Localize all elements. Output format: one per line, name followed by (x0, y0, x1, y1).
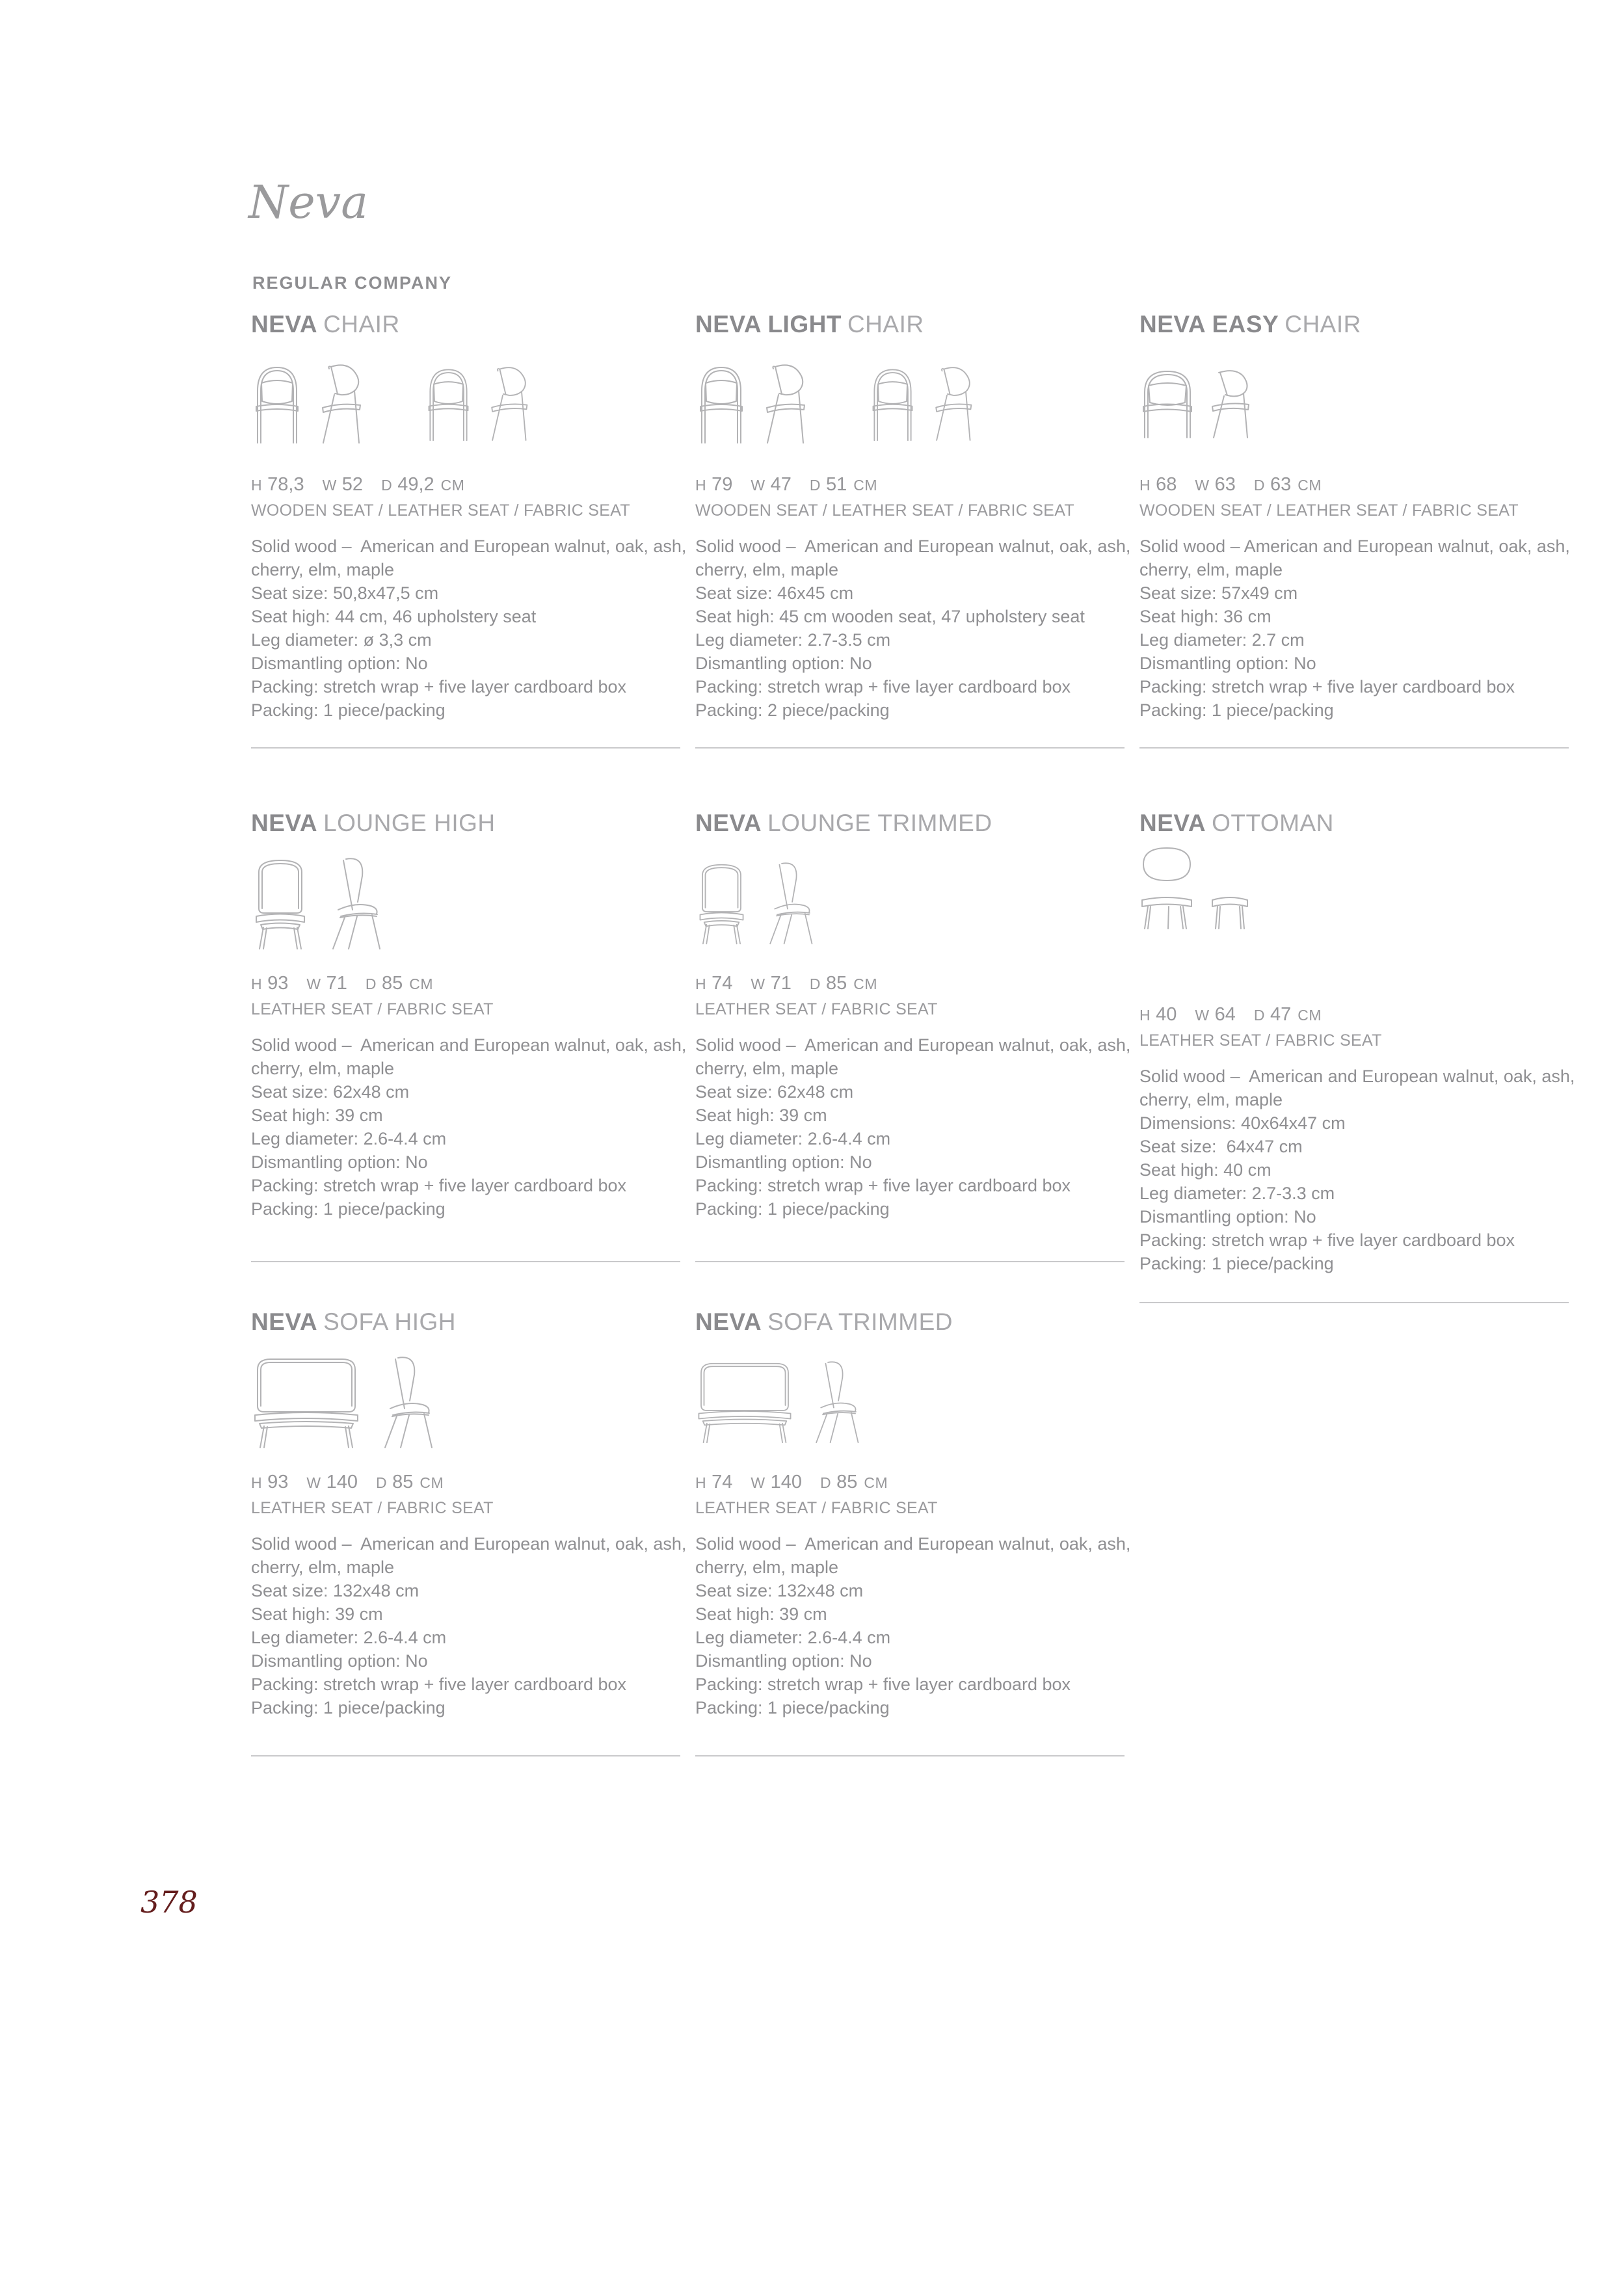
spec-line: Seat size: 64x47 cm (1139, 1137, 1303, 1156)
product-name-light: CHAIR (1285, 311, 1361, 338)
spec-line: Solid wood – American and European walnut, oak, ash, (251, 1534, 687, 1554)
product-name-light: SOFA TRIMMED (767, 1308, 953, 1335)
dim-value: 49,2 (397, 474, 434, 495)
spec-line: Seat size: 57x49 cm (1139, 583, 1298, 603)
product-drawings (251, 1335, 682, 1465)
divider (695, 1755, 1125, 1756)
spec-line: Packing: 1 piece/packing (251, 1698, 446, 1717)
spec-line: Seat size: 50,8x47,5 cm (251, 583, 439, 603)
dimensions-line (695, 474, 1126, 496)
dim-value: 85 (826, 973, 847, 994)
dimensions-line (251, 474, 682, 496)
dim-value: 74 (712, 1472, 733, 1492)
dim-value: 47 (1270, 1004, 1292, 1025)
dim-label: D (1253, 477, 1265, 494)
spec-line: Seat size: 62x48 cm (251, 1082, 410, 1102)
dim-unit: CM (409, 975, 434, 992)
dim-unit: CM (1298, 477, 1322, 494)
spec-line: Solid wood – American and European walnut, oak, ash, (251, 537, 687, 556)
spec-line: Leg diameter: 2.6-4.4 cm (251, 1129, 447, 1148)
dim-value: 68 (1156, 474, 1177, 495)
spec-line: Solid wood – American and European walnut, oak, ash, (1139, 1067, 1575, 1086)
dim-label: H (1139, 477, 1151, 494)
spec-line: Packing: 1 piece/packing (695, 1698, 890, 1717)
dim-label: H (1139, 1007, 1151, 1024)
dim-value: 71 (770, 973, 792, 994)
spec-line: Seat high: 39 cm (695, 1106, 827, 1125)
dim-value: 63 (1214, 474, 1236, 495)
product-name (251, 311, 682, 338)
spec-line: Seat high: 44 cm, 46 upholstery seat (251, 607, 537, 626)
dim-unit: CM (853, 477, 878, 494)
spec-line: Dismantling option: No (251, 654, 428, 673)
spec-line: Leg diameter: 2.7-3.5 cm (695, 630, 891, 650)
ottoman-side-view-drawing (1210, 894, 1250, 930)
dimensions-line (695, 973, 1126, 995)
divider (695, 747, 1125, 749)
product-name (1139, 810, 1570, 836)
ottoman-elevations (1139, 894, 1250, 930)
divider (251, 747, 680, 749)
dim-label: W (306, 975, 321, 992)
dim-label: W (751, 477, 765, 494)
dimensions-line (1139, 1004, 1570, 1026)
divider (251, 1261, 680, 1262)
dim-label: H (251, 1474, 263, 1491)
dim-label: W (322, 477, 337, 494)
dim-label: D (376, 1474, 388, 1491)
spec-line: cherry, elm, maple (1139, 560, 1283, 579)
spec-line: Leg diameter: 2.7-3.3 cm (1139, 1184, 1335, 1203)
product-name-bold: NEVA (251, 311, 318, 338)
chair-side-view-drawing (1207, 366, 1253, 439)
spec-line: Dismantling option: No (251, 1152, 428, 1172)
product-name-light: CHAIR (847, 311, 924, 338)
product-card-neva-light-chair (695, 311, 1131, 749)
ottoman-top-view-drawing (1139, 844, 1194, 884)
divider (695, 1261, 1125, 1262)
dimensions-line (251, 1472, 682, 1494)
dim-value: 85 (382, 973, 403, 994)
spec-line: Packing: 1 piece/packing (1139, 700, 1334, 720)
seat-types-line: WOODEN SEAT / LEATHER SEAT / FABRIC SEAT (695, 501, 1074, 520)
spec-line: Seat size: 132x48 cm (695, 1581, 864, 1600)
spec-line: cherry, elm, maple (251, 560, 395, 579)
product-card-neva-lounge-high (251, 810, 687, 1262)
spec-line: Leg diameter: ø 3,3 cm (251, 630, 432, 650)
dim-label: D (381, 477, 393, 494)
dim-value: 51 (826, 474, 847, 495)
spec-line: Solid wood – American and European walnut, oak, ash, (695, 537, 1131, 556)
dim-value: 74 (712, 973, 733, 994)
spec-line: Dismantling option: No (695, 654, 872, 673)
spec-list (251, 1033, 687, 1221)
product-drawings (1139, 338, 1570, 468)
product-card-neva-sofa-trimmed (695, 1308, 1131, 1756)
spec-line: cherry, elm, maple (251, 1059, 395, 1078)
seat-types-line: LEATHER SEAT / FABRIC SEAT (1139, 1031, 1382, 1050)
chair-front-view-drawing (868, 364, 917, 442)
brand-name: REGULAR COMPANY (252, 273, 453, 293)
product-name-bold: NEVA (251, 810, 318, 836)
dim-value: 140 (770, 1472, 802, 1492)
product-name (695, 810, 1126, 836)
sofa-front-view-drawing (251, 1351, 362, 1449)
spec-list (695, 535, 1131, 722)
spec-line: Solid wood – American and European walnut, oak, ash, (251, 1035, 687, 1055)
spec-line: cherry, elm, maple (695, 560, 839, 579)
seat-types-line: LEATHER SEAT / FABRIC SEAT (251, 1000, 494, 1018)
spec-line: Packing: 1 piece/packing (251, 700, 446, 720)
spec-line: Seat high: 39 cm (695, 1604, 827, 1624)
dim-label: D (365, 975, 377, 992)
spec-line: Packing: 2 piece/packing (695, 700, 890, 720)
dim-value: 93 (267, 973, 289, 994)
spec-line: Dismantling option: No (251, 1651, 428, 1671)
dim-value: 140 (326, 1472, 358, 1492)
lounge-front-view-drawing (695, 858, 748, 945)
spec-line: Packing: stretch wrap + five layer cardboard box (695, 1675, 1071, 1694)
lounge-side-view-drawing (321, 853, 383, 950)
product-card-neva-ottoman (1139, 810, 1575, 1303)
divider (1139, 1302, 1569, 1303)
product-name-bold: NEVA (695, 810, 762, 836)
product-name-light: LOUNGE HIGH (323, 810, 496, 836)
seat-types-line: LEATHER SEAT / FABRIC SEAT (695, 1499, 938, 1517)
dim-label: D (809, 477, 821, 494)
product-name (1139, 311, 1570, 338)
dim-label: H (695, 477, 707, 494)
chair-front-view-drawing (251, 361, 303, 444)
spec-line: Seat size: 62x48 cm (695, 1082, 854, 1102)
product-name-light: SOFA HIGH (323, 1308, 456, 1335)
divider (1139, 747, 1569, 749)
spec-line: cherry, elm, maple (1139, 1090, 1283, 1109)
spec-line: Packing: 1 piece/packing (695, 1199, 890, 1219)
product-drawings (695, 338, 1126, 468)
product-card-neva-lounge-trimmed (695, 810, 1131, 1262)
dim-label: W (306, 1474, 321, 1491)
spec-line: Solid wood – American and European walnut, oak, ash, (1139, 537, 1570, 556)
spec-line: Seat high: 39 cm (251, 1106, 383, 1125)
dimensions-line (1139, 474, 1570, 496)
spec-list (1139, 535, 1570, 722)
spec-line: Packing: stretch wrap + five layer cardboard box (251, 1176, 627, 1195)
dim-unit: CM (419, 1474, 444, 1491)
chair-front-view-drawing (1139, 366, 1195, 439)
chair-side-view-drawing (929, 364, 975, 442)
product-card-neva-chair (251, 311, 687, 749)
dim-value: 52 (341, 474, 364, 495)
dim-label: W (1195, 477, 1210, 494)
spec-line: Packing: stretch wrap + five layer cardboard box (251, 677, 627, 696)
spec-list (1139, 1065, 1575, 1275)
chair-side-view-drawing (485, 364, 531, 442)
dim-value: 85 (392, 1472, 414, 1492)
spec-line: Seat high: 36 cm (1139, 607, 1271, 626)
product-drawings (251, 836, 682, 966)
dim-value: 64 (1214, 1004, 1236, 1025)
chair-front-view-drawing (424, 364, 473, 442)
sofa-side-view-drawing (806, 1357, 861, 1444)
product-drawings (695, 1335, 1126, 1465)
spec-line: Packing: 1 piece/packing (1139, 1254, 1334, 1273)
dimensions-line (251, 973, 682, 995)
page-title: Neva (248, 176, 368, 229)
ottoman-front-view-drawing (1139, 894, 1194, 930)
product-name (695, 1308, 1126, 1335)
spec-line: Packing: stretch wrap + five layer cardboard box (695, 1176, 1071, 1195)
dim-value: 93 (267, 1472, 289, 1492)
spec-line: cherry, elm, maple (695, 1557, 839, 1577)
dim-label: H (695, 1474, 707, 1491)
dim-value: 71 (326, 973, 347, 994)
spec-line: Leg diameter: 2.6-4.4 cm (251, 1628, 447, 1647)
spec-line: Leg diameter: 2.6-4.4 cm (695, 1129, 891, 1148)
dim-value: 63 (1270, 474, 1292, 495)
product-drawings (1139, 836, 1570, 998)
product-drawings (695, 836, 1126, 966)
spec-list (251, 1532, 687, 1719)
spec-line: cherry, elm, maple (695, 1059, 839, 1078)
seat-types-line: WOODEN SEAT / LEATHER SEAT / FABRIC SEAT (251, 501, 630, 520)
dim-label: H (695, 975, 707, 992)
product-name-bold: NEVA (1139, 810, 1206, 836)
dim-label: H (251, 975, 263, 992)
lounge-side-view-drawing (760, 858, 815, 945)
product-name-light: LOUNGE TRIMMED (767, 810, 992, 836)
spec-line: Seat high: 39 cm (251, 1604, 383, 1624)
chair-side-view-drawing (315, 361, 364, 444)
dim-label: W (751, 1474, 765, 1491)
dim-label: D (809, 975, 821, 992)
spec-list (251, 535, 687, 722)
seat-types-line: LEATHER SEAT / FABRIC SEAT (695, 1000, 938, 1018)
product-name-light: OTTOMAN (1212, 810, 1334, 836)
dim-label: H (251, 477, 263, 494)
product-card-neva-easy-chair (1139, 311, 1570, 749)
spec-line: Dismantling option: No (1139, 654, 1316, 673)
spec-line: Packing: stretch wrap + five layer cardboard box (1139, 677, 1515, 696)
spec-line: Leg diameter: 2.7 cm (1139, 630, 1305, 650)
spec-line: Dismantling option: No (695, 1651, 872, 1671)
spec-line: Packing: 1 piece/packing (251, 1199, 446, 1219)
spec-list (695, 1033, 1131, 1221)
dim-label: D (1253, 1007, 1265, 1024)
seat-types-line: LEATHER SEAT / FABRIC SEAT (251, 1499, 494, 1517)
product-name-bold: NEVA EASY (1139, 311, 1279, 338)
spec-line: Seat high: 45 cm wooden seat, 47 upholstery seat (695, 607, 1085, 626)
spec-list (695, 1532, 1131, 1719)
spec-line: Leg diameter: 2.6-4.4 cm (695, 1628, 891, 1647)
dim-label: D (820, 1474, 832, 1491)
chair-side-view-drawing (759, 361, 808, 444)
dim-unit: CM (440, 477, 465, 494)
spec-line: Packing: stretch wrap + five layer cardboard box (1139, 1230, 1515, 1250)
dim-unit: CM (1298, 1007, 1322, 1024)
dim-value: 47 (770, 474, 792, 495)
chair-front-view-drawing (695, 361, 747, 444)
dim-value: 79 (712, 474, 733, 495)
spec-line: Seat high: 40 cm (1139, 1160, 1271, 1180)
spec-line: Packing: stretch wrap + five layer cardboard box (251, 1675, 627, 1694)
product-card-neva-sofa-high (251, 1308, 687, 1756)
divider (251, 1755, 680, 1756)
spec-line: Solid wood – American and European walnut, oak, ash, (695, 1035, 1131, 1055)
product-name (251, 810, 682, 836)
dim-value: 40 (1156, 1004, 1177, 1025)
product-name-light: CHAIR (323, 311, 400, 338)
product-drawings (251, 338, 682, 468)
product-name-bold: NEVA LIGHT (695, 311, 842, 338)
seat-types-line: WOODEN SEAT / LEATHER SEAT / FABRIC SEAT (1139, 501, 1519, 520)
lounge-front-view-drawing (251, 853, 310, 950)
product-name-bold: NEVA (251, 1308, 318, 1335)
dim-value: 78,3 (267, 474, 304, 495)
dim-unit: CM (853, 975, 878, 992)
spec-line: Solid wood – American and European walnut, oak, ash, (695, 1534, 1131, 1554)
dim-label: W (1195, 1007, 1210, 1024)
dim-label: W (751, 975, 765, 992)
dim-value: 85 (836, 1472, 858, 1492)
product-name (251, 1308, 682, 1335)
sofa-side-view-drawing (373, 1351, 435, 1449)
spec-line: Seat size: 132x48 cm (251, 1581, 419, 1600)
page-number: 378 (140, 1885, 198, 1920)
spec-line: cherry, elm, maple (251, 1557, 395, 1577)
sofa-front-view-drawing (695, 1357, 794, 1444)
spec-line: Seat size: 46x45 cm (695, 583, 854, 603)
product-name (695, 311, 1126, 338)
spec-line: Dimensions: 40x64x47 cm (1139, 1113, 1346, 1133)
dim-unit: CM (864, 1474, 888, 1491)
dimensions-line (695, 1472, 1126, 1494)
spec-line: Dismantling option: No (1139, 1207, 1316, 1226)
product-name-bold: NEVA (695, 1308, 762, 1335)
spec-line: Packing: stretch wrap + five layer cardboard box (695, 677, 1071, 696)
spec-line: Dismantling option: No (695, 1152, 872, 1172)
